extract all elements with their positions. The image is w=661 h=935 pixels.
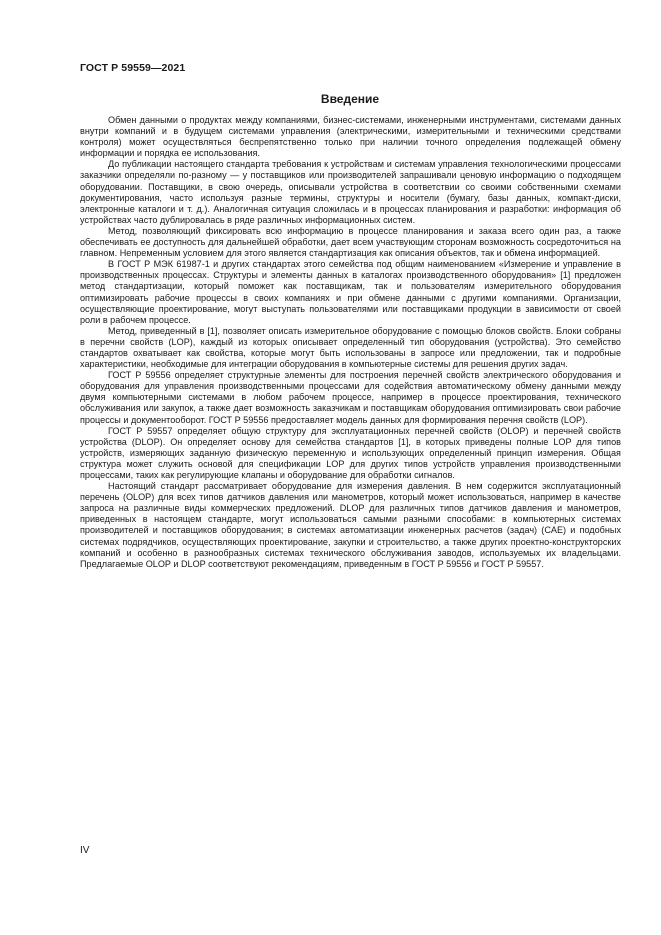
paragraph: В ГОСТ Р МЭК 61987-1 и других стандартах этого семейства под общим наименованием «Измерение и управление в производственных процессах. Структуры и элементы данных в каталогах производственного оборудования» [1] предложен метод стандартизации, который поможет как поставщикам, так и пользователям измерительного оборудования оптимизировать рабочие процессы в своих компаниях и при обмене данными с другими компаниями. Организации, осуществляющие проектирование, могут выступать пользователями или поставщиками продукции в зависимости от своей роли в рабочем процессе. <box>80 259 621 325</box>
standard-designation: ГОСТ Р 59559—2021 <box>80 62 186 74</box>
paragraph: ГОСТ Р 59556 определяет структурные элементы для построения перечней свойств электрического оборудования и оборудования для управления производственными процессами для содействия автоматическому обмену данными между двумя компьютерными системами в любом рабочем процессе, например в процессе проектирования, технического обслуживания или закупок, а также дает возможность заказчикам и поставщикам оборудования оптимизировать свои рабочие процессы и документооборот. ГОСТ Р 59556 предоставляет модель данных для формирования перечня свойств (LOP). <box>80 370 621 425</box>
paragraph: Метод, приведенный в [1], позволяет описать измерительное оборудование с помощью блоков свойств. Блоки собраны в перечни свойств (LOP), каждый из которых описывает определенный тип оборудования (устройства). Это семейство стандартов охватывает как свойства, которые могут быть использованы в запросе или предложении, так и подробные характеристики, необходимые для интеграции оборудования в компьютерные системы для решения других задач. <box>80 325 621 370</box>
paragraph: Настоящий стандарт рассматривает оборудование для измерения давления. В нем содержится эксплуатационный перечень (OLOP) для всех типов датчиков давления или манометров, который может использоваться, например в качестве запроса на различные виды коммерческих предложений. DLOP для различных типов датчиков давления и манометров, приведенных в настоящем стандарте, могут использоваться самыми разными способами: в компьютерных системах производителей и поставщиков оборудования; в системах автоматизации инженерных расчетов (задач) (CAE) и подобных системах подрядчиков, осуществляющих проектирование, закупки и строительство, а также других проектно-конструкторских компаний и особенно в разнообразных системах технического обслуживания заводов, используемых их владельцами. Предлагаемые OLOP и DLOP соответствуют рекомендациям, приведенным в ГОСТ Р 59556 и ГОСТ Р 59557. <box>80 481 621 569</box>
body-text <box>80 115 621 570</box>
paragraph: Обмен данными о продуктах между компаниями, бизнес-системами, инженерными инструментами, системами данных внутри компаний и в будущем системами управления (электрическими, измерительными и техническими средствами контроля) может осуществляться беспрепятственно только при наличии точного определения подлежащей обмену информации и порядка ее использования. <box>80 115 621 159</box>
section-title: Введение <box>320 92 380 106</box>
paragraph: До публикации настоящего стандарта требования к устройствам и системам управления технологическими процессами заказчики определяли по-разному — у поставщиков или производителей запрашивали ценовую информацию о подходящем оборудовании. Поставщики, в свою очередь, описывали устройства в соответствии со своими собственными схемами документирования, часто используя разные термины, структуры и носители (бумагу, базы данных, компакт-диски, электронные каталоги и т. д.). Аналогичная ситуация сложилась и в процессах планирования и разработки: информация об устройствах часто дублировалась в ряде различных информационных систем. <box>80 159 621 225</box>
paragraph: Метод, позволяющий фиксировать всю информацию в процессе планирования и заказа всего один раз, а также обеспечивать ее доступность для дальнейшей обработки, дает всем участвующим сторонам возможность сосредоточиться на главном. Непременным условием для этого является стандартизация как описания объектов, так и обмена информацией. <box>80 225 621 259</box>
page-number: IV <box>80 845 90 856</box>
paragraph: ГОСТ Р 59557 определяет общую структуру для эксплуатационных перечней свойств (OLOP) и перечней свойств устройства (DLOP). Он определяет основу для семейства стандартов [1], в которых приведены полные LOP для типов устройств, измеряющих заданную физическую переменную и использующих определенный принцип измерения. Общая структура может служить основой для спецификации LOP для других типов устройств управления производственными процессами, таких как регулирующие клапаны и оборудование для обработки сигналов. <box>80 425 621 480</box>
